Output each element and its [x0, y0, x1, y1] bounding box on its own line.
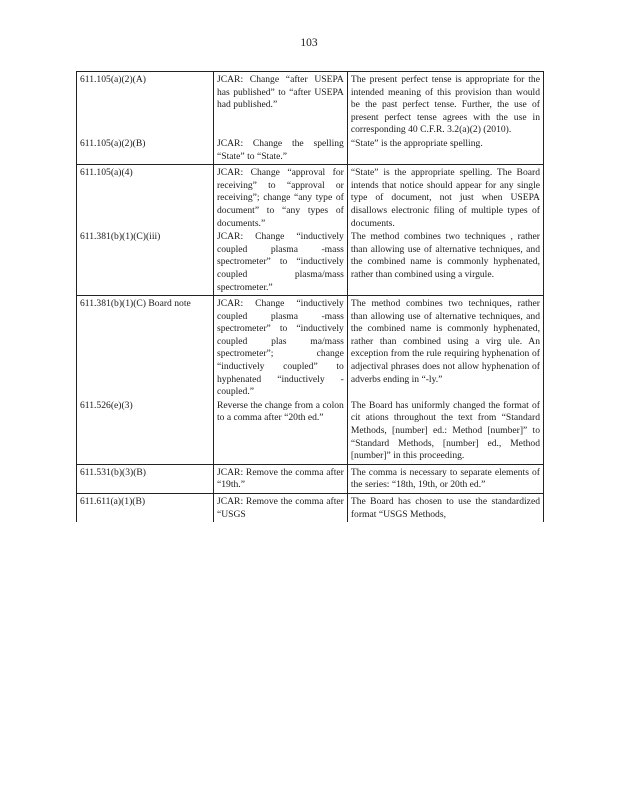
page-number: 103 [300, 37, 318, 49]
section-text: 611.381(b)(1)(C) Board note [80, 298, 191, 310]
action-text: Reverse the change from a colon to a comma after “20th ed.” [216, 399, 344, 424]
action-cell [213, 231, 347, 295]
action-cell [213, 400, 347, 464]
table-row [77, 165, 544, 231]
action-text: JCAR: Change the spelling “State” to “State.” [216, 137, 344, 162]
section-text: 611.531(b)(3)(B) [80, 466, 146, 478]
rationale-cell [347, 494, 543, 523]
section-cell [77, 494, 214, 523]
action-text: JCAR: Remove the comma after “19th.” [216, 466, 344, 491]
action-cell [213, 165, 347, 231]
table-row [77, 494, 544, 523]
rationale-cell [347, 296, 543, 400]
section-text: 611.105(a)(2)(B) [80, 137, 146, 149]
action-cell [213, 494, 347, 523]
section-cell [77, 464, 214, 493]
rationale-cell [347, 165, 543, 231]
rationale-text: “State” is the appropriate spelling. The Board intends that notice should appear for any single type of document, not just when USEPA disallows electronic filing of multiple types of documents. [350, 167, 540, 229]
section-text: 611.611(a)(1)(B) [80, 496, 146, 507]
action-text: JCAR: Change “inductively coupled plasma -mass spectrometer” to “inductively coupled plasma/mass spectrometer.” [216, 231, 344, 293]
section-cell [77, 231, 214, 295]
section-cell [77, 400, 214, 464]
rationale-text: The Board has uniformly changed the format of cit ations throughout the text from “Standard Methods, [number] ed.: Method [number]” to “Standard Methods, [number] ed., Method [number]” in this proceeding. [350, 399, 540, 462]
section-text: 611.105(a)(4) [80, 167, 133, 179]
table-row [77, 138, 544, 165]
table-row [77, 400, 544, 464]
rationale-text: The present perfect tense is appropriate for the intended meaning of this provision than would be the past perfect tense. Further, the use of present perfect tense agrees with the use in corresponding 40 C.F.R. 3.2(a)(2) (2010). [350, 74, 540, 136]
section-cell [77, 165, 214, 231]
section-text: 611.381(b)(1)(C)(iii) [80, 231, 161, 243]
action-cell [213, 138, 347, 165]
action-text: JCAR: Change “inductively coupled plasma -mass spectrometer” to “inductively coupled plas ma/mass spectrometer”; change “inductively coupled” to hyphenated “inductively - coupled.” [216, 298, 344, 398]
section-text: 611.105(a)(2)(A) [80, 74, 146, 85]
section-text: 611.526(e)(3) [80, 399, 133, 411]
rationale-cell [347, 464, 543, 493]
rationale-text: “State” is the appropriate spelling. [350, 137, 483, 149]
action-text: JCAR: Change “after USEPA has published” to “after USEPA had published.” [216, 74, 344, 111]
rationale-text: The Board has chosen to use the standardized format “USGS Methods, [350, 496, 540, 520]
section-cell [77, 72, 214, 138]
rationale-cell [347, 138, 543, 165]
rationale-text: The comma is necessary to separate elements of the series: “18th, 19th, or 20th ed.” [350, 466, 540, 491]
action-cell [213, 72, 347, 138]
table-row [77, 296, 544, 400]
table-row [77, 72, 544, 138]
action-text: JCAR: Change “approval for receiving” to “approval or receiving”; change “any type of document” to “any types of documents.” [216, 167, 344, 229]
rationale-text: The method combines two techniques , rather than allowing use of alternative techniques, and the combined name is commonly hyphenated, rather than combined using a virgule. [350, 231, 540, 280]
section-cell [77, 296, 214, 400]
rationale-cell [347, 72, 543, 138]
section-cell [77, 138, 214, 165]
action-text: JCAR: Remove the comma after “USGS [216, 496, 344, 520]
revisions-table [76, 71, 544, 522]
rationale-text: The method combines two techniques, rather than allowing use of alternative techniques, and the combined name is commonly hyphenated, rather than combined using a virg ule. An exception from the rule requiring hyphenation of adjectival phrases does not allow hyphenation of adverbs ending in “-ly.” [350, 298, 540, 385]
action-cell [213, 464, 347, 493]
table-row [77, 231, 544, 295]
rationale-cell [347, 231, 543, 295]
rationale-cell [347, 400, 543, 464]
table-row [77, 464, 544, 493]
action-cell [213, 296, 347, 400]
